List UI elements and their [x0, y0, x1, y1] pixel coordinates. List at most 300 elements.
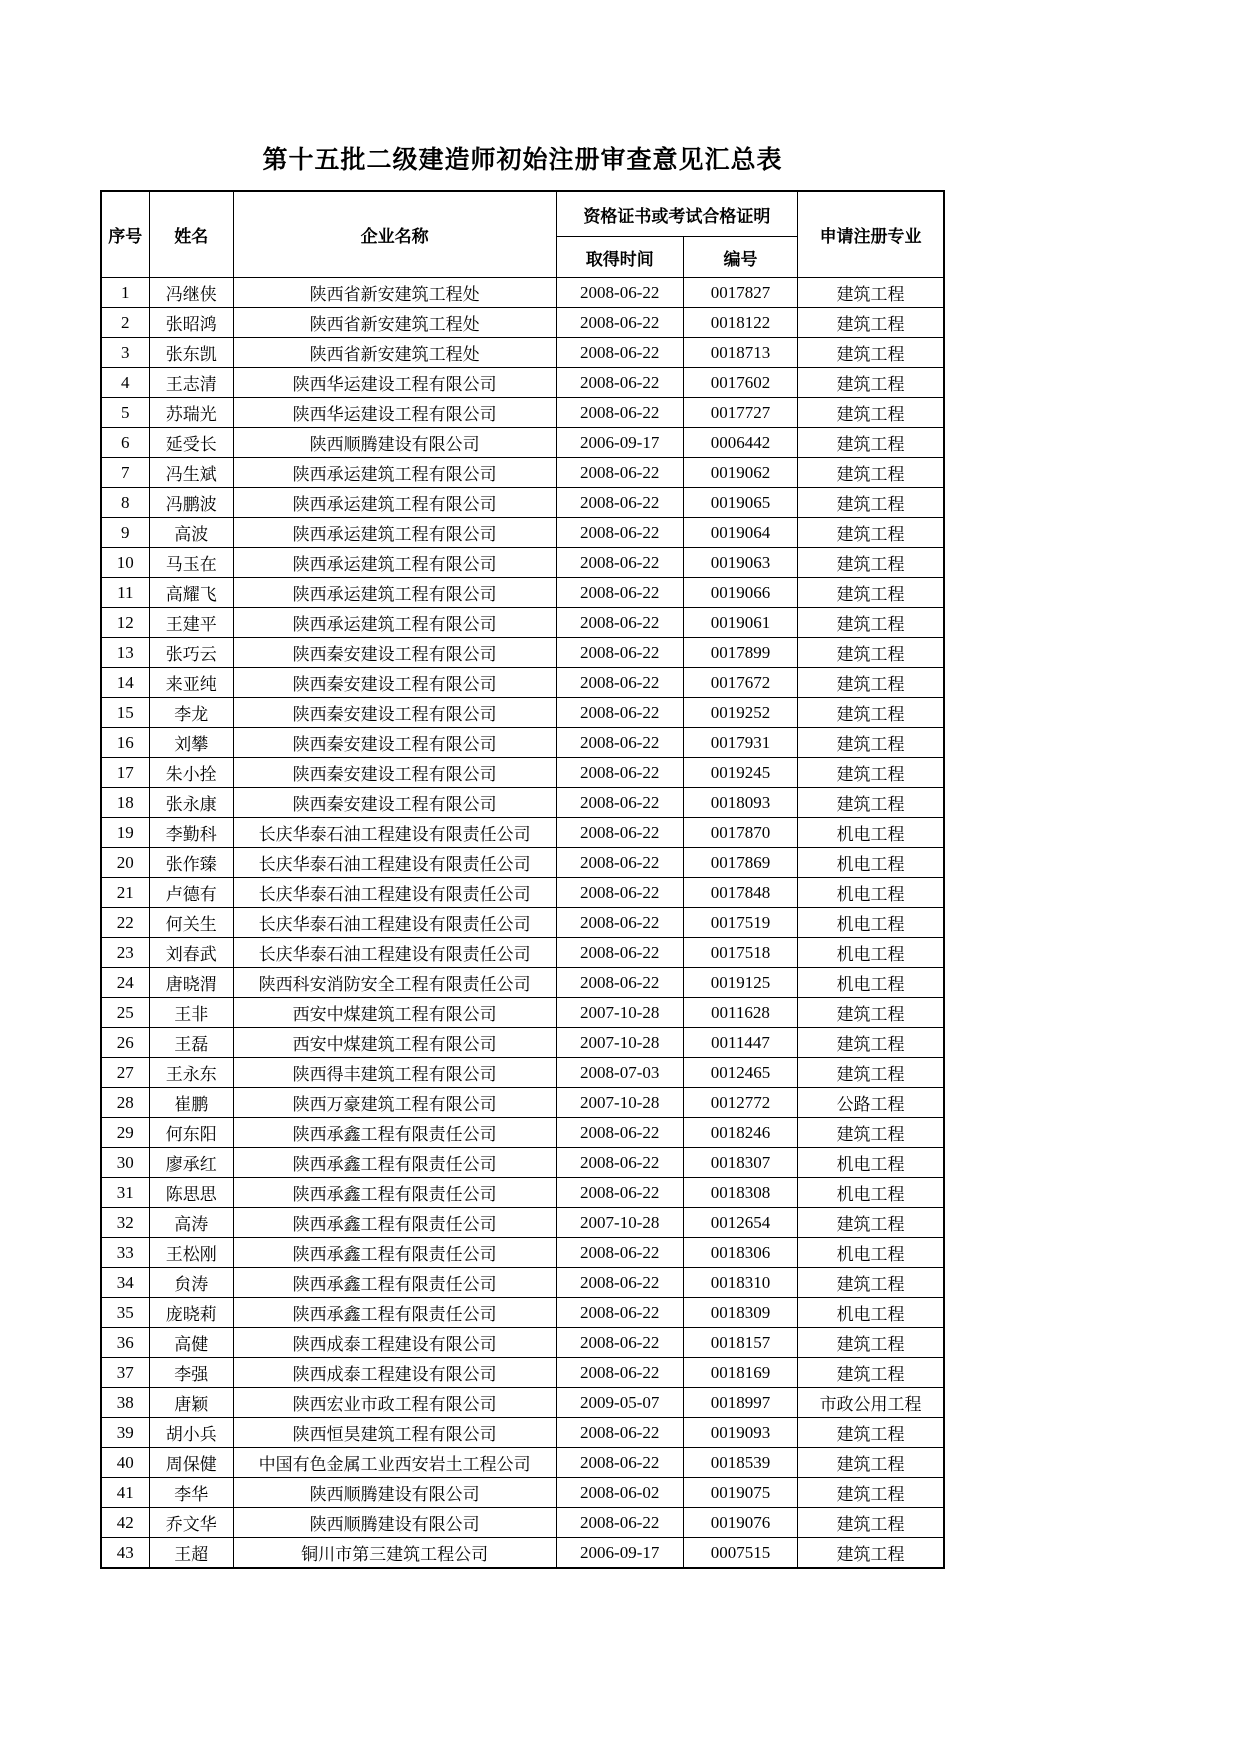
cell-name: 王建平: [149, 608, 233, 638]
cell-company: 陕西秦安建设工程有限公司: [233, 758, 556, 788]
table-row: [101, 728, 944, 758]
cell-specialty: 公路工程: [798, 1088, 944, 1118]
cell-specialty: 市政公用工程: [798, 1388, 944, 1418]
cell-number: 0018157: [683, 1328, 797, 1358]
cell-company: 陕西秦安建设工程有限公司: [233, 698, 556, 728]
table-row: [101, 608, 944, 638]
cell-name: 李强: [149, 1358, 233, 1388]
cell-specialty: 机电工程: [798, 878, 944, 908]
cell-name: 王永东: [149, 1058, 233, 1088]
document-content: [100, 140, 945, 1569]
cell-specialty: 建筑工程: [798, 1118, 944, 1148]
cell-index: 8: [101, 488, 149, 518]
cell-specialty: 建筑工程: [798, 728, 944, 758]
cell-number: 0019063: [683, 548, 797, 578]
cell-specialty: 建筑工程: [798, 668, 944, 698]
cell-company: 陕西承鑫工程有限责任公司: [233, 1268, 556, 1298]
table-row: [101, 1328, 944, 1358]
cell-number: 0017727: [683, 398, 797, 428]
table-row: [101, 818, 944, 848]
cell-name: 高耀飞: [149, 578, 233, 608]
cell-specialty: 建筑工程: [798, 1418, 944, 1448]
cell-company: 陕西秦安建设工程有限公司: [233, 728, 556, 758]
cell-specialty: 建筑工程: [798, 1268, 944, 1298]
cell-date: 2007-10-28: [556, 1028, 683, 1058]
cell-company: 陕西承鑫工程有限责任公司: [233, 1148, 556, 1178]
cell-index: 12: [101, 608, 149, 638]
cell-index: 9: [101, 518, 149, 548]
cell-number: 0019076: [683, 1508, 797, 1538]
cell-company: 陕西得丰建筑工程有限公司: [233, 1058, 556, 1088]
cell-date: 2008-06-22: [556, 1298, 683, 1328]
cell-company: 陕西承运建筑工程有限公司: [233, 548, 556, 578]
cell-name: 贠涛: [149, 1268, 233, 1298]
cell-index: 17: [101, 758, 149, 788]
cell-number: 0019252: [683, 698, 797, 728]
cell-index: 3: [101, 338, 149, 368]
cell-name: 冯鹏波: [149, 488, 233, 518]
cell-specialty: 机电工程: [798, 818, 944, 848]
table-row: [101, 428, 944, 458]
cell-date: 2008-06-22: [556, 1118, 683, 1148]
table-row: [101, 1178, 944, 1208]
table-row: [101, 368, 944, 398]
cell-index: 20: [101, 848, 149, 878]
table-row: [101, 488, 944, 518]
table-row: [101, 908, 944, 938]
cell-name: 张东凯: [149, 338, 233, 368]
cell-date: 2008-06-22: [556, 398, 683, 428]
cell-specialty: 建筑工程: [798, 1058, 944, 1088]
cell-index: 6: [101, 428, 149, 458]
cell-specialty: 机电工程: [798, 968, 944, 998]
cell-index: 7: [101, 458, 149, 488]
table-row: [101, 548, 944, 578]
cell-name: 刘攀: [149, 728, 233, 758]
cell-number: 0017518: [683, 938, 797, 968]
cell-name: 李华: [149, 1478, 233, 1508]
header-name: 姓名: [149, 191, 233, 278]
cell-company: 长庆华泰石油工程建设有限责任公司: [233, 878, 556, 908]
table-row: [101, 968, 944, 998]
cell-name: 王志清: [149, 368, 233, 398]
table-row: [101, 1448, 944, 1478]
cell-number: 0018309: [683, 1298, 797, 1328]
cell-specialty: 建筑工程: [798, 638, 944, 668]
table-row: [101, 758, 944, 788]
cell-number: 0006442: [683, 428, 797, 458]
cell-specialty: 建筑工程: [798, 1028, 944, 1058]
cell-specialty: 机电工程: [798, 938, 944, 968]
table-row: [101, 1478, 944, 1508]
header-certificate-group: 资格证书或考试合格证明: [556, 191, 798, 237]
table-row: [101, 1238, 944, 1268]
cell-name: 乔文华: [149, 1508, 233, 1538]
cell-date: 2008-06-22: [556, 1178, 683, 1208]
cell-company: 陕西承鑫工程有限责任公司: [233, 1178, 556, 1208]
cell-company: 陕西恒昊建筑工程有限公司: [233, 1418, 556, 1448]
cell-specialty: 建筑工程: [798, 1508, 944, 1538]
cell-name: 崔鹏: [149, 1088, 233, 1118]
cell-company: 西安中煤建筑工程有限公司: [233, 998, 556, 1028]
cell-company: 长庆华泰石油工程建设有限责任公司: [233, 908, 556, 938]
cell-number: 0018169: [683, 1358, 797, 1388]
cell-date: 2008-06-22: [556, 848, 683, 878]
cell-specialty: 建筑工程: [798, 428, 944, 458]
cell-company: 陕西万豪建筑工程有限公司: [233, 1088, 556, 1118]
cell-index: 27: [101, 1058, 149, 1088]
header-company: 企业名称: [233, 191, 556, 278]
cell-number: 0019062: [683, 458, 797, 488]
cell-date: 2008-06-22: [556, 758, 683, 788]
cell-specialty: 建筑工程: [798, 1538, 944, 1569]
cell-date: 2008-06-22: [556, 698, 683, 728]
page-title: 第十五批二级建造师初始注册审查意见汇总表: [262, 147, 783, 174]
table-body: [101, 278, 944, 1569]
cell-specialty: 机电工程: [798, 1238, 944, 1268]
cell-company: 陕西秦安建设工程有限公司: [233, 788, 556, 818]
cell-date: 2007-10-28: [556, 998, 683, 1028]
cell-specialty: 建筑工程: [798, 1208, 944, 1238]
cell-index: 40: [101, 1448, 149, 1478]
table-row: [101, 1298, 944, 1328]
cell-index: 23: [101, 938, 149, 968]
cell-date: 2008-06-22: [556, 788, 683, 818]
cell-index: 10: [101, 548, 149, 578]
cell-number: 0012465: [683, 1058, 797, 1088]
table-row: [101, 1028, 944, 1058]
cell-name: 庞晓莉: [149, 1298, 233, 1328]
cell-name: 李勤科: [149, 818, 233, 848]
cell-company: 陕西承运建筑工程有限公司: [233, 608, 556, 638]
cell-company: 陕西承鑫工程有限责任公司: [233, 1298, 556, 1328]
cell-index: 39: [101, 1418, 149, 1448]
cell-index: 4: [101, 368, 149, 398]
cell-number: 0019093: [683, 1418, 797, 1448]
cell-company: 西安中煤建筑工程有限公司: [233, 1028, 556, 1058]
cell-specialty: 建筑工程: [798, 1478, 944, 1508]
cell-number: 0019075: [683, 1478, 797, 1508]
cell-company: 长庆华泰石油工程建设有限责任公司: [233, 848, 556, 878]
cell-index: 34: [101, 1268, 149, 1298]
cell-specialty: 建筑工程: [798, 368, 944, 398]
cell-specialty: 建筑工程: [798, 548, 944, 578]
cell-specialty: 机电工程: [798, 1298, 944, 1328]
cell-name: 张作臻: [149, 848, 233, 878]
cell-date: 2008-06-22: [556, 1508, 683, 1538]
table-row: [101, 1208, 944, 1238]
cell-date: 2008-06-22: [556, 278, 683, 308]
table-row: [101, 1148, 944, 1178]
cell-name: 王磊: [149, 1028, 233, 1058]
cell-number: 0018307: [683, 1148, 797, 1178]
cell-company: 长庆华泰石油工程建设有限责任公司: [233, 818, 556, 848]
cell-date: 2007-10-28: [556, 1208, 683, 1238]
table-row: [101, 1538, 944, 1569]
cell-date: 2008-06-22: [556, 1448, 683, 1478]
cell-date: 2008-06-22: [556, 728, 683, 758]
cell-date: 2008-06-22: [556, 308, 683, 338]
cell-specialty: 建筑工程: [798, 488, 944, 518]
cell-specialty: 建筑工程: [798, 458, 944, 488]
cell-index: 16: [101, 728, 149, 758]
cell-date: 2008-06-22: [556, 1328, 683, 1358]
cell-specialty: 建筑工程: [798, 758, 944, 788]
cell-specialty: 建筑工程: [798, 518, 944, 548]
cell-specialty: 机电工程: [798, 1148, 944, 1178]
table-row: [101, 1358, 944, 1388]
cell-company: 陕西成泰工程建设有限公司: [233, 1328, 556, 1358]
table-row: [101, 998, 944, 1028]
cell-date: 2008-06-22: [556, 488, 683, 518]
cell-number: 0018997: [683, 1388, 797, 1418]
cell-name: 冯继侠: [149, 278, 233, 308]
cell-company: 陕西省新安建筑工程处: [233, 338, 556, 368]
cell-number: 0017931: [683, 728, 797, 758]
cell-date: 2009-05-07: [556, 1388, 683, 1418]
cell-index: 22: [101, 908, 149, 938]
cell-date: 2008-06-22: [556, 518, 683, 548]
cell-name: 延受长: [149, 428, 233, 458]
cell-date: 2008-06-22: [556, 968, 683, 998]
table-row: [101, 518, 944, 548]
registration-table: [100, 190, 945, 1569]
cell-number: 0018308: [683, 1178, 797, 1208]
table-row: [101, 1058, 944, 1088]
cell-date: 2008-06-22: [556, 818, 683, 848]
cell-company: 陕西承鑫工程有限责任公司: [233, 1208, 556, 1238]
table-row: [101, 638, 944, 668]
cell-date: 2008-06-22: [556, 668, 683, 698]
cell-date: 2008-06-22: [556, 338, 683, 368]
cell-number: 0018122: [683, 308, 797, 338]
cell-number: 0012772: [683, 1088, 797, 1118]
cell-name: 王超: [149, 1538, 233, 1569]
cell-specialty: 建筑工程: [798, 578, 944, 608]
cell-name: 周保健: [149, 1448, 233, 1478]
cell-specialty: 建筑工程: [798, 1328, 944, 1358]
cell-company: 陕西秦安建设工程有限公司: [233, 668, 556, 698]
cell-date: 2008-06-22: [556, 608, 683, 638]
cell-name: 马玉在: [149, 548, 233, 578]
cell-date: 2008-06-22: [556, 1238, 683, 1268]
cell-index: 26: [101, 1028, 149, 1058]
cell-specialty: 建筑工程: [798, 278, 944, 308]
header-date: 取得时间: [556, 237, 683, 278]
cell-name: 高健: [149, 1328, 233, 1358]
table-row: [101, 578, 944, 608]
cell-index: 29: [101, 1118, 149, 1148]
cell-date: 2008-06-22: [556, 1418, 683, 1448]
cell-date: 2008-06-22: [556, 548, 683, 578]
table-row: [101, 878, 944, 908]
cell-name: 王松刚: [149, 1238, 233, 1268]
cell-number: 0017672: [683, 668, 797, 698]
cell-specialty: 机电工程: [798, 908, 944, 938]
cell-index: 33: [101, 1238, 149, 1268]
cell-index: 41: [101, 1478, 149, 1508]
cell-specialty: 建筑工程: [798, 1448, 944, 1478]
table-row: [101, 278, 944, 308]
cell-company: 陕西顺腾建设有限公司: [233, 1508, 556, 1538]
cell-company: 陕西科安消防安全工程有限责任公司: [233, 968, 556, 998]
cell-company: 长庆华泰石油工程建设有限责任公司: [233, 938, 556, 968]
cell-date: 2006-09-17: [556, 1538, 683, 1569]
cell-index: 13: [101, 638, 149, 668]
cell-company: 陕西承运建筑工程有限公司: [233, 578, 556, 608]
cell-company: 陕西省新安建筑工程处: [233, 278, 556, 308]
cell-index: 36: [101, 1328, 149, 1358]
cell-specialty: 建筑工程: [798, 338, 944, 368]
cell-number: 0019064: [683, 518, 797, 548]
cell-name: 高涛: [149, 1208, 233, 1238]
cell-company: 陕西承运建筑工程有限公司: [233, 458, 556, 488]
cell-index: 28: [101, 1088, 149, 1118]
cell-date: 2008-06-22: [556, 638, 683, 668]
cell-specialty: 建筑工程: [798, 398, 944, 428]
cell-name: 唐晓渭: [149, 968, 233, 998]
cell-number: 0017869: [683, 848, 797, 878]
cell-index: 30: [101, 1148, 149, 1178]
cell-name: 朱小拴: [149, 758, 233, 788]
table-row: [101, 398, 944, 428]
cell-company: 陕西承鑫工程有限责任公司: [233, 1238, 556, 1268]
table-row: [101, 848, 944, 878]
cell-name: 高波: [149, 518, 233, 548]
table-row: [101, 1418, 944, 1448]
cell-date: 2008-06-22: [556, 938, 683, 968]
cell-name: 何关生: [149, 908, 233, 938]
cell-name: 卢德有: [149, 878, 233, 908]
cell-name: 胡小兵: [149, 1418, 233, 1448]
cell-number: 0017827: [683, 278, 797, 308]
cell-number: 0011628: [683, 998, 797, 1028]
cell-index: 32: [101, 1208, 149, 1238]
header-index: 序号: [101, 191, 149, 278]
cell-company: 陕西成泰工程建设有限公司: [233, 1358, 556, 1388]
cell-number: 0011447: [683, 1028, 797, 1058]
cell-index: 37: [101, 1358, 149, 1388]
cell-company: 陕西华运建设工程有限公司: [233, 398, 556, 428]
cell-index: 43: [101, 1538, 149, 1569]
cell-date: 2008-06-22: [556, 908, 683, 938]
table-row: [101, 698, 944, 728]
cell-index: 15: [101, 698, 149, 728]
header-number: 编号: [683, 237, 797, 278]
cell-index: 38: [101, 1388, 149, 1418]
table-header: [101, 191, 944, 278]
cell-date: 2008-06-22: [556, 878, 683, 908]
table-row: [101, 668, 944, 698]
cell-date: 2007-10-28: [556, 1088, 683, 1118]
cell-number: 0019061: [683, 608, 797, 638]
cell-name: 唐颖: [149, 1388, 233, 1418]
cell-index: 14: [101, 668, 149, 698]
header-specialty: 申请注册专业: [798, 191, 944, 278]
cell-number: 0017519: [683, 908, 797, 938]
table-row: [101, 458, 944, 488]
cell-number: 0017848: [683, 878, 797, 908]
cell-name: 何东阳: [149, 1118, 233, 1148]
table-row: [101, 1508, 944, 1538]
cell-name: 张永康: [149, 788, 233, 818]
cell-company: 陕西秦安建设工程有限公司: [233, 638, 556, 668]
cell-name: 廖承红: [149, 1148, 233, 1178]
cell-date: 2008-06-02: [556, 1478, 683, 1508]
cell-number: 0018539: [683, 1448, 797, 1478]
cell-date: 2008-06-22: [556, 1358, 683, 1388]
cell-number: 0018310: [683, 1268, 797, 1298]
table-row: [101, 788, 944, 818]
cell-date: 2008-06-22: [556, 368, 683, 398]
cell-index: 18: [101, 788, 149, 818]
cell-number: 0017899: [683, 638, 797, 668]
cell-company: 铜川市第三建筑工程公司: [233, 1538, 556, 1569]
cell-company: 陕西华运建设工程有限公司: [233, 368, 556, 398]
cell-index: 24: [101, 968, 149, 998]
cell-number: 0018713: [683, 338, 797, 368]
cell-specialty: 建筑工程: [798, 308, 944, 338]
cell-number: 0019066: [683, 578, 797, 608]
cell-date: 2006-09-17: [556, 428, 683, 458]
cell-number: 0019245: [683, 758, 797, 788]
cell-index: 35: [101, 1298, 149, 1328]
cell-company: 陕西承鑫工程有限责任公司: [233, 1118, 556, 1148]
table-row: [101, 1268, 944, 1298]
cell-name: 刘春武: [149, 938, 233, 968]
cell-number: 0018306: [683, 1238, 797, 1268]
cell-name: 李龙: [149, 698, 233, 728]
cell-index: 21: [101, 878, 149, 908]
cell-name: 张昭鸿: [149, 308, 233, 338]
cell-company: 陕西省新安建筑工程处: [233, 308, 556, 338]
cell-specialty: 建筑工程: [798, 998, 944, 1028]
cell-company: 陕西宏业市政工程有限公司: [233, 1388, 556, 1418]
cell-company: 陕西顺腾建设有限公司: [233, 1478, 556, 1508]
table-row: [101, 338, 944, 368]
cell-number: 0007515: [683, 1538, 797, 1569]
cell-date: 2008-07-03: [556, 1058, 683, 1088]
cell-date: 2008-06-22: [556, 1148, 683, 1178]
cell-specialty: 建筑工程: [798, 608, 944, 638]
cell-index: 2: [101, 308, 149, 338]
cell-index: 1: [101, 278, 149, 308]
cell-company: 陕西顺腾建设有限公司: [233, 428, 556, 458]
cell-index: 42: [101, 1508, 149, 1538]
cell-number: 0019065: [683, 488, 797, 518]
cell-date: 2008-06-22: [556, 458, 683, 488]
cell-date: 2008-06-22: [556, 578, 683, 608]
cell-specialty: 建筑工程: [798, 1358, 944, 1388]
cell-name: 苏瑞光: [149, 398, 233, 428]
cell-company: 陕西承运建筑工程有限公司: [233, 488, 556, 518]
cell-index: 25: [101, 998, 149, 1028]
cell-name: 王非: [149, 998, 233, 1028]
cell-date: 2008-06-22: [556, 1268, 683, 1298]
cell-specialty: 机电工程: [798, 848, 944, 878]
cell-specialty: 建筑工程: [798, 698, 944, 728]
table-row: [101, 1118, 944, 1148]
cell-name: 陈思思: [149, 1178, 233, 1208]
cell-number: 0017870: [683, 818, 797, 848]
cell-specialty: 机电工程: [798, 1178, 944, 1208]
table-row: [101, 1088, 944, 1118]
cell-company: 中国有色金属工业西安岩土工程公司: [233, 1448, 556, 1478]
cell-index: 19: [101, 818, 149, 848]
cell-index: 11: [101, 578, 149, 608]
cell-number: 0019125: [683, 968, 797, 998]
cell-name: 来亚纯: [149, 668, 233, 698]
